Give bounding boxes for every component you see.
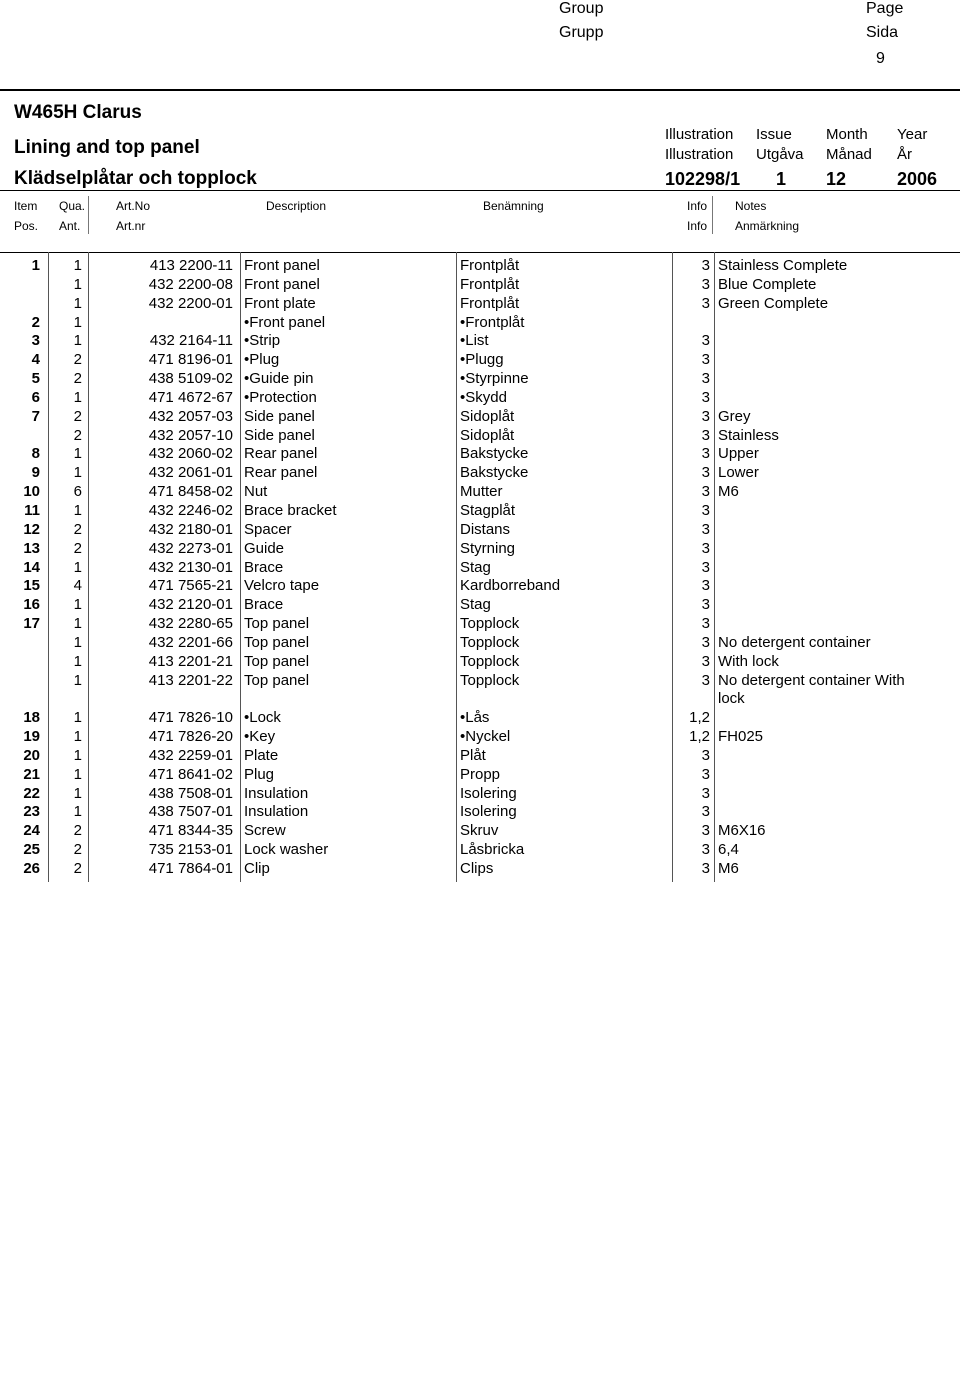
table-row <box>0 653 960 672</box>
cell-item-number: 4 <box>31 351 40 369</box>
cell-benamning: Skruv <box>460 822 499 840</box>
cell-item-number: 14 <box>23 558 40 576</box>
cell-notes: M6 <box>718 483 739 501</box>
cell-item-number: 3 <box>31 332 40 350</box>
cell-item-number: 19 <box>23 728 40 746</box>
illustration-label: Illustration <box>665 126 734 143</box>
table-row <box>0 276 960 295</box>
cell-quantity: 1 <box>73 464 82 482</box>
table-row <box>0 766 960 785</box>
cell-benamning: Sidoplåt <box>460 426 515 444</box>
cell-article-number: 432 2060-02 <box>148 445 233 463</box>
header-rule <box>0 89 960 91</box>
cell-description: •Plug <box>244 351 280 369</box>
cell-article-number: 432 2057-03 <box>148 407 233 425</box>
cell-benamning: Styrning <box>460 539 516 557</box>
table-row <box>0 634 960 653</box>
cell-benamning: •Plugg <box>460 351 504 369</box>
table-row <box>0 389 960 408</box>
cell-description: Top panel <box>244 633 310 651</box>
cell-quantity: 1 <box>73 596 82 614</box>
cell-article-number: 432 2057-10 <box>148 426 233 444</box>
cell-article-number: 413 2200-11 <box>149 257 233 274</box>
cell-info: 3 <box>701 615 710 633</box>
cell-info: 3 <box>701 483 710 501</box>
cell-info: 3 <box>701 633 710 651</box>
section-title-en: Lining and top panel <box>14 137 200 158</box>
cell-article-number: 432 2120-01 <box>148 596 233 614</box>
month-label-sv: Månad <box>826 146 872 163</box>
cell-description: Brace <box>244 558 284 576</box>
cell-description: Brace bracket <box>244 501 337 519</box>
cell-benamning: Låsbricka <box>460 841 525 859</box>
cell-info: 3 <box>701 803 710 821</box>
cell-benamning: Stagplåt <box>460 501 516 519</box>
page-number: 9 <box>876 50 885 67</box>
cell-notes: Lower <box>718 464 759 482</box>
table-row <box>0 841 960 860</box>
cell-notes: Blue Complete <box>718 275 817 293</box>
issue-label: Issue <box>756 126 792 143</box>
cell-article-number: 413 2201-21 <box>148 652 233 670</box>
header-sep <box>712 196 713 234</box>
cell-benamning: •Nyckel <box>460 728 511 746</box>
cell-notes: 6,4 <box>718 841 739 859</box>
cell-info: 3 <box>701 294 710 312</box>
col-item-sv: Pos. <box>14 219 39 233</box>
cell-description: Side panel <box>244 426 315 444</box>
cell-info: 3 <box>701 539 710 557</box>
cell-description: Spacer <box>244 520 292 538</box>
cell-article-number: 471 7826-10 <box>148 709 233 727</box>
table-row <box>0 257 960 276</box>
cell-article-number: 413 2201-22 <box>148 671 233 689</box>
cell-item-number: 24 <box>23 822 40 840</box>
cell-article-number: 432 2280-65 <box>148 615 233 633</box>
cell-item-number: 17 <box>23 615 40 633</box>
cell-quantity: 1 <box>73 746 82 764</box>
cell-info: 3 <box>701 671 710 689</box>
cell-info: 3 <box>701 841 710 859</box>
cell-info: 3 <box>701 596 710 614</box>
illustration-value: 102298/1 <box>665 169 741 189</box>
cell-description: Top panel <box>244 615 310 633</box>
cell-item-number: 7 <box>31 407 40 425</box>
cell-item-number: 9 <box>31 464 40 482</box>
cell-description: •Guide pin <box>244 370 314 388</box>
illustration-label-sv: Illustration <box>665 146 734 163</box>
cell-description: Top panel <box>244 652 310 670</box>
cell-item-number: 21 <box>23 765 40 783</box>
cell-quantity: 1 <box>73 445 82 463</box>
page-label-sv: Sida <box>866 24 899 41</box>
cell-info: 3 <box>701 784 710 802</box>
cell-notes: Green Complete <box>718 294 829 312</box>
cell-description: •Strip <box>244 332 281 350</box>
table-row <box>0 672 960 710</box>
model-title: W465H Clarus <box>14 102 142 123</box>
cell-article-number: 432 2200-08 <box>148 275 233 293</box>
cell-quantity: 1 <box>73 803 82 821</box>
cell-benamning: •Frontplåt <box>460 313 525 331</box>
cell-info: 3 <box>701 332 710 350</box>
cell-item-number: 16 <box>23 596 40 614</box>
table-row <box>0 295 960 314</box>
cell-quantity: 2 <box>73 520 82 538</box>
cell-info: 3 <box>701 501 710 519</box>
cell-article-number: 432 2180-01 <box>148 520 233 538</box>
cell-notes: Upper <box>718 445 759 463</box>
cell-article-number: 432 2273-01 <box>148 539 233 557</box>
cell-article-number: 471 8344-35 <box>148 822 233 840</box>
col-qty-sv: Ant. <box>59 219 81 233</box>
header-sep <box>88 196 89 234</box>
cell-quantity: 2 <box>73 539 82 557</box>
cell-quantity: 1 <box>73 633 82 651</box>
cell-item-number: 6 <box>31 388 40 406</box>
cell-info: 3 <box>701 558 710 576</box>
cell-notes: No detergent container <box>718 633 871 651</box>
year-value: 2006 <box>897 169 938 189</box>
cell-article-number: 471 7826-20 <box>148 728 233 746</box>
cell-quantity: 1 <box>73 709 82 727</box>
cell-item-number: 23 <box>23 803 40 821</box>
table-row <box>0 314 960 333</box>
table-row <box>0 860 960 879</box>
table-row <box>0 427 960 446</box>
cell-quantity: 1 <box>73 765 82 783</box>
cell-item-number: 11 <box>24 501 40 519</box>
cell-description: Side panel <box>244 407 315 425</box>
cell-description: •Key <box>244 728 276 746</box>
col-notes-sv: Anmärkning <box>735 219 800 233</box>
cell-notes: M6X16 <box>718 822 766 840</box>
cell-description: Front plate <box>244 294 316 312</box>
table-header-rule <box>0 252 960 253</box>
cell-quantity: 1 <box>73 275 82 293</box>
cell-description: Lock washer <box>244 841 329 859</box>
table-row <box>0 351 960 370</box>
cell-quantity: 2 <box>73 407 82 425</box>
cell-article-number: 438 7507-01 <box>148 803 233 821</box>
group-label: Group <box>559 0 604 17</box>
table-row <box>0 747 960 766</box>
cell-benamning: Stag <box>460 596 491 614</box>
cell-description: Plug <box>244 765 275 783</box>
cell-item-number: 10 <box>23 483 40 501</box>
cell-item-number: 5 <box>31 370 40 388</box>
cell-article-number: 432 2130-01 <box>148 558 233 576</box>
table-row <box>0 332 960 351</box>
cell-benamning: •Skydd <box>460 388 507 406</box>
title-rule <box>0 190 960 191</box>
cell-quantity: 1 <box>73 728 82 746</box>
cell-benamning: •List <box>460 332 489 350</box>
table-row <box>0 445 960 464</box>
cell-info: 3 <box>701 746 710 764</box>
cell-description: •Front panel <box>244 313 326 331</box>
cell-article-number: 438 5109-02 <box>148 370 233 388</box>
cell-article-number: 471 8196-01 <box>148 351 233 369</box>
cell-info: 1,2 <box>689 728 710 746</box>
cell-item-number: 2 <box>31 313 40 331</box>
cell-quantity: 2 <box>73 841 82 859</box>
cell-info: 3 <box>701 351 710 369</box>
cell-benamning: Mutter <box>460 483 503 501</box>
col-notes: Notes <box>735 199 767 213</box>
table-row <box>0 577 960 596</box>
cell-notes: FH025 <box>718 728 764 746</box>
cell-item-number: 22 <box>23 784 40 802</box>
cell-info: 3 <box>701 520 710 538</box>
cell-article-number: 432 2201-66 <box>148 633 233 651</box>
table-row <box>0 728 960 747</box>
cell-notes: Stainless Complete <box>718 257 848 274</box>
cell-article-number: 432 2061-01 <box>148 464 233 482</box>
cell-info: 3 <box>701 860 710 877</box>
cell-description: Front panel <box>244 257 320 274</box>
cell-description: Brace <box>244 596 284 614</box>
cell-benamning: Topplock <box>460 633 520 651</box>
cell-article-number: 471 7864-01 <box>148 860 233 877</box>
cell-quantity: 2 <box>73 822 82 840</box>
cell-quantity: 2 <box>73 860 82 877</box>
table-row <box>0 785 960 804</box>
cell-description: Velcro tape <box>244 577 320 595</box>
table-row <box>0 483 960 502</box>
cell-info: 3 <box>701 388 710 406</box>
cell-benamning: Bakstycke <box>460 464 529 482</box>
cell-article-number: 471 8641-02 <box>148 765 233 783</box>
col-qty: Qua. <box>59 199 86 213</box>
cell-info: 3 <box>701 257 710 274</box>
col-benamning: Benämning <box>483 199 544 213</box>
cell-quantity: 1 <box>73 257 82 274</box>
cell-article-number: 735 2153-01 <box>148 841 233 859</box>
cell-quantity: 1 <box>73 294 82 312</box>
cell-item-number: 13 <box>23 539 40 557</box>
table-row <box>0 540 960 559</box>
cell-item-number: 15 <box>23 577 40 595</box>
issue-label-sv: Utgåva <box>756 146 804 163</box>
year-label-sv: År <box>897 146 912 163</box>
cell-article-number: 432 2259-01 <box>148 746 233 764</box>
cell-quantity: 1 <box>73 671 82 689</box>
cell-quantity: 1 <box>73 558 82 576</box>
table-row <box>0 408 960 427</box>
cell-info: 3 <box>701 577 710 595</box>
table-row <box>0 803 960 822</box>
cell-notes: M6 <box>718 860 739 877</box>
cell-description: Top panel <box>244 671 310 689</box>
cell-notes: Stainless <box>718 426 779 444</box>
section-title-sv: Klädselplåtar och topplock <box>14 168 257 189</box>
cell-notes: Grey <box>718 407 751 425</box>
table-row <box>0 559 960 578</box>
parts-table <box>0 257 960 879</box>
cell-info: 3 <box>701 464 710 482</box>
cell-description: •Protection <box>244 388 317 406</box>
issue-value: 1 <box>776 169 787 189</box>
col-artno-sv: Art.nr <box>116 219 146 233</box>
cell-info: 3 <box>701 275 710 293</box>
table-row <box>0 822 960 841</box>
cell-benamning: Topplock <box>460 652 520 670</box>
cell-article-number: 438 7508-01 <box>148 784 233 802</box>
cell-article-number: 471 8458-02 <box>148 483 233 501</box>
cell-quantity: 2 <box>73 426 82 444</box>
cell-notes: With lock <box>718 652 779 670</box>
cell-description: Clip <box>244 860 270 877</box>
table-row <box>0 709 960 728</box>
year-label: Year <box>897 126 928 143</box>
cell-description: Front panel <box>244 275 320 293</box>
cell-article-number: 432 2246-02 <box>148 501 233 519</box>
col-info: Info <box>687 199 708 213</box>
cell-quantity: 2 <box>73 370 82 388</box>
table-row <box>0 502 960 521</box>
cell-benamning: Topplock <box>460 671 520 689</box>
cell-item-number: 12 <box>23 520 40 538</box>
table-row <box>0 596 960 615</box>
cell-benamning: Isolering <box>460 803 517 821</box>
cell-item-number: 18 <box>23 709 40 727</box>
cell-benamning: Frontplåt <box>460 294 520 312</box>
cell-info: 3 <box>701 407 710 425</box>
cell-benamning: Plåt <box>460 746 486 764</box>
cell-info: 3 <box>701 765 710 783</box>
col-item: Item <box>14 199 38 213</box>
col-description: Description <box>266 199 327 213</box>
cell-benamning: Distans <box>460 520 511 538</box>
cell-quantity: 1 <box>73 501 82 519</box>
cell-description: Insulation <box>244 784 309 802</box>
cell-benamning: Frontplåt <box>460 275 520 293</box>
col-artno: Art.No <box>116 199 151 213</box>
col-info-sv: Info <box>687 219 708 233</box>
cell-article-number: 471 4672-67 <box>148 388 233 406</box>
cell-quantity: 1 <box>73 784 82 802</box>
cell-benamning: •Lås <box>460 709 490 727</box>
group-label-sv: Grupp <box>559 24 604 41</box>
cell-benamning: Propp <box>460 765 501 783</box>
cell-info: 3 <box>701 445 710 463</box>
table-row <box>0 464 960 483</box>
table-row <box>0 615 960 634</box>
cell-quantity: 6 <box>73 483 82 501</box>
cell-item-number: 1 <box>31 257 40 274</box>
table-row <box>0 521 960 540</box>
cell-description: Screw <box>244 822 286 840</box>
cell-info: 3 <box>701 426 710 444</box>
cell-article-number: 471 7565-21 <box>148 577 233 595</box>
cell-benamning: Clips <box>460 860 494 877</box>
cell-description: Guide <box>244 539 285 557</box>
cell-notes: No detergent container With lock <box>718 671 905 708</box>
cell-description: Rear panel <box>244 464 318 482</box>
cell-description: Nut <box>244 483 268 501</box>
cell-benamning: Frontplåt <box>460 257 520 274</box>
cell-benamning: Kardborreband <box>460 577 561 595</box>
cell-article-number: 432 2164-11 <box>149 332 233 350</box>
cell-benamning: Topplock <box>460 615 520 633</box>
cell-quantity: 1 <box>73 388 82 406</box>
cell-quantity: 4 <box>73 577 82 595</box>
cell-description: Rear panel <box>244 445 318 463</box>
cell-item-number: 20 <box>23 746 40 764</box>
cell-quantity: 1 <box>73 313 82 331</box>
cell-article-number: 432 2200-01 <box>148 294 233 312</box>
cell-info: 1,2 <box>689 709 710 727</box>
cell-quantity: 1 <box>73 615 82 633</box>
cell-item-number: 8 <box>31 445 40 463</box>
cell-benamning: Isolering <box>460 784 517 802</box>
cell-item-number: 25 <box>23 841 40 859</box>
cell-benamning: •Styrpinne <box>460 370 529 388</box>
table-row <box>0 370 960 389</box>
cell-quantity: 1 <box>73 652 82 670</box>
cell-description: Plate <box>244 746 279 764</box>
cell-quantity: 2 <box>73 351 82 369</box>
cell-description: •Lock <box>244 709 281 727</box>
page-label: Page <box>866 0 904 17</box>
month-value: 12 <box>826 169 847 189</box>
cell-benamning: Sidoplåt <box>460 407 515 425</box>
cell-benamning: Bakstycke <box>460 445 529 463</box>
cell-item-number: 26 <box>23 860 40 877</box>
cell-info: 3 <box>701 822 710 840</box>
cell-description: Insulation <box>244 803 309 821</box>
month-label: Month <box>826 126 868 143</box>
cell-info: 3 <box>701 652 710 670</box>
cell-quantity: 1 <box>73 332 82 350</box>
cell-info: 3 <box>701 370 710 388</box>
cell-benamning: Stag <box>460 558 491 576</box>
